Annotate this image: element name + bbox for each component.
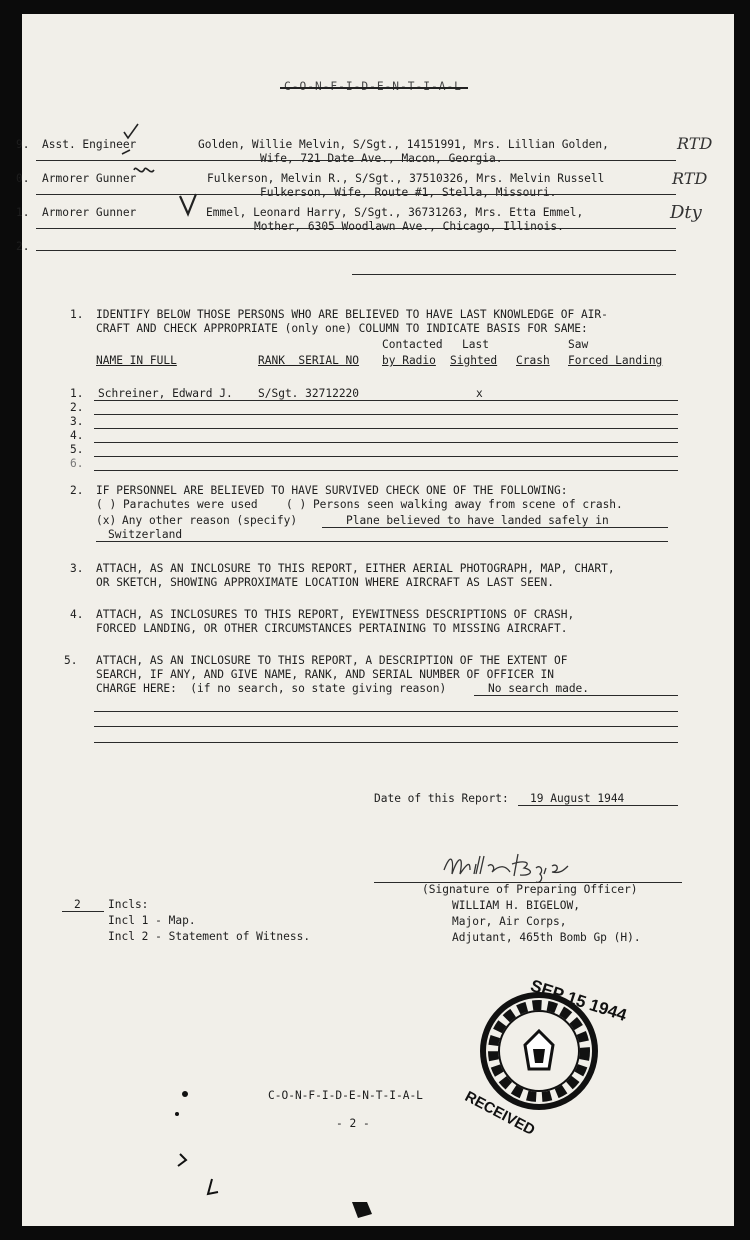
col-name-in-full: NAME IN FULL xyxy=(96,354,177,367)
col-crash: Crash xyxy=(516,354,550,367)
item-1-number: 1. xyxy=(70,308,84,321)
signature-caption: (Signature of Preparing Officer) xyxy=(422,883,638,896)
crew-line: Mother, 6305 Woodlawn Ave., Chicago, Illinois. xyxy=(254,220,564,233)
col-radio: by Radio xyxy=(382,354,436,367)
table-line xyxy=(94,470,678,471)
form-line xyxy=(474,695,678,696)
table-line xyxy=(94,442,678,443)
crew-number: 9. xyxy=(16,138,30,151)
signer-name: WILLIAM H. BIGELOW, xyxy=(452,899,580,912)
item-4-text: FORCED LANDING, OR OTHER CIRCUMSTANCES PERTAINING TO MISSING AIRCRAFT. xyxy=(96,622,568,635)
table-row-number: 4. xyxy=(70,429,84,442)
strike-through-line xyxy=(280,87,468,89)
crew-number: 1. xyxy=(16,206,30,219)
crew-line: Golden, Willie Melvin, S/Sgt., 14151991, Mrs. Lillian Golden, xyxy=(198,138,609,151)
form-line xyxy=(322,527,668,528)
item-5-text: ATTACH, AS AN INCLOSURE TO THIS REPORT, A DESCRIPTION OF THE EXTENT OF xyxy=(96,654,568,667)
col-sighted: Sighted xyxy=(450,354,498,367)
struck-classification-header: C-O-N-F-I-D-E-N-T-I-A-L xyxy=(284,80,462,93)
report-date-value: 19 August 1944 xyxy=(530,792,625,805)
crew-line: Wife, 721 Date Ave., Macon, Georgia. xyxy=(260,152,503,165)
crew-number: 2. xyxy=(16,240,30,253)
inclosure-item: Incl 1 - Map. xyxy=(108,914,196,927)
table-row-number: 5. xyxy=(70,443,84,456)
crew-position: Armorer Gunner xyxy=(42,172,137,185)
option-parachutes: ( ) Parachutes were used xyxy=(96,498,258,511)
table-line xyxy=(94,428,678,429)
table-row-number: 6. xyxy=(70,457,84,470)
document-page xyxy=(16,14,734,1226)
col-rank-serial: RANK SERIAL NO xyxy=(258,354,360,367)
crew-position: Armorer Gunner xyxy=(42,206,137,219)
handwritten-note: RTD xyxy=(677,134,713,153)
handwritten-note: Dty xyxy=(670,202,702,223)
table-row-number: 2. xyxy=(70,401,84,414)
other-reason-text: Switzerland xyxy=(108,528,183,541)
received-date-stamp: SEP 15 1944 xyxy=(528,976,630,1025)
item-2-text: IF PERSONNEL ARE BELIEVED TO HAVE SURVIVED CHECK ONE OF THE FOLLOWING: xyxy=(96,484,568,497)
witness-rank-serial: S/Sgt. 32712220 xyxy=(258,387,360,400)
handwritten-note: RTD xyxy=(672,169,708,188)
form-line xyxy=(36,228,676,229)
witness-name: Schreiner, Edward J. xyxy=(98,387,233,400)
col-forced-top: Saw xyxy=(568,338,589,351)
table-line xyxy=(94,414,678,415)
form-line xyxy=(36,250,676,251)
crew-line: Fulkerson, Wife, Route #1, Stella, Missouri. xyxy=(260,186,557,199)
col-forced-landing: Forced Landing xyxy=(568,354,663,367)
report-date-label: Date of this Report: xyxy=(374,792,509,805)
form-line xyxy=(36,194,676,195)
footer-classification: C-O-N-F-I-D-E-N-T-I-A-L xyxy=(268,1089,423,1102)
crew-line: Fulkerson, Melvin R., S/Sgt., 37510326, Mrs. Melvin Russell xyxy=(207,172,605,185)
table-row-number: 1. xyxy=(70,387,84,400)
signer-title: Adjutant, 465th Bomb Gp (H). xyxy=(452,931,641,944)
form-line xyxy=(96,541,668,542)
check-mark-sighted: x xyxy=(476,387,483,400)
item-4-text: ATTACH, AS INCLOSURES TO THIS REPORT, EYEWITNESS DESCRIPTIONS OF CRASH, xyxy=(96,608,575,621)
item-1-text: CRAFT AND CHECK APPROPRIATE (only one) COLUMN TO INDICATE BASIS FOR SAME: xyxy=(96,322,588,335)
item-5-text: SEARCH, IF ANY, AND GIVE NAME, RANK, AND SERIAL NUMBER OF OFFICER IN xyxy=(96,668,555,681)
item-2-number: 2. xyxy=(70,484,84,497)
form-line xyxy=(94,711,678,712)
handwritten-signature xyxy=(440,848,570,886)
item-3-text: OR SKETCH, SHOWING APPROXIMATE LOCATION WHERE AIRCRAFT AS LAST SEEN. xyxy=(96,576,555,589)
inclosures-label: Incls: xyxy=(108,898,149,911)
form-line xyxy=(352,274,676,275)
table-line xyxy=(94,400,678,401)
form-line xyxy=(94,726,678,727)
form-line xyxy=(62,911,104,912)
crew-line: Emmel, Leonard Harry, S/Sgt., 36731263, Mrs. Etta Emmel, xyxy=(206,206,584,219)
received-stamp-label: RECEIVED xyxy=(462,1088,538,1140)
inclosure-item: Incl 2 - Statement of Witness. xyxy=(108,930,311,943)
col-sighted-top: Last xyxy=(462,338,489,351)
table-row-number: 3. xyxy=(70,415,84,428)
page-number: - 2 - xyxy=(336,1117,370,1130)
option-walking-away: ( ) Persons seen walking away from scene of crash. xyxy=(286,498,623,511)
form-line xyxy=(94,742,678,743)
col-radio-top: Contacted xyxy=(382,338,443,351)
signer-rank: Major, Air Corps, xyxy=(452,915,567,928)
option-other-checkbox: (x) xyxy=(96,514,117,527)
inclosure-count: 2 xyxy=(74,898,81,911)
item-3-text: ATTACH, AS AN INCLOSURE TO THIS REPORT, EITHER AERIAL PHOTOGRAPH, MAP, CHART, xyxy=(96,562,615,575)
crew-number: 0. xyxy=(16,172,30,185)
option-other-label: Any other reason (specify) xyxy=(122,514,298,527)
item-4-number: 4. xyxy=(70,608,84,621)
search-answer: No search made. xyxy=(488,682,590,695)
item-5-number: 5. xyxy=(64,654,78,667)
table-line xyxy=(94,456,678,457)
other-reason-text: Plane believed to have landed safely in xyxy=(346,514,609,527)
form-line xyxy=(518,805,678,806)
item-1-text: IDENTIFY BELOW THOSE PERSONS WHO ARE BELIEVED TO HAVE LAST KNOWLEDGE OF AIR- xyxy=(96,308,608,321)
item-3-number: 3. xyxy=(70,562,84,575)
crew-position: Asst. Engineer xyxy=(42,138,137,151)
received-seal-stamp xyxy=(477,989,602,1114)
form-line xyxy=(36,160,676,161)
item-5-text: CHARGE HERE: (if no search, so state giving reason) xyxy=(96,682,447,695)
